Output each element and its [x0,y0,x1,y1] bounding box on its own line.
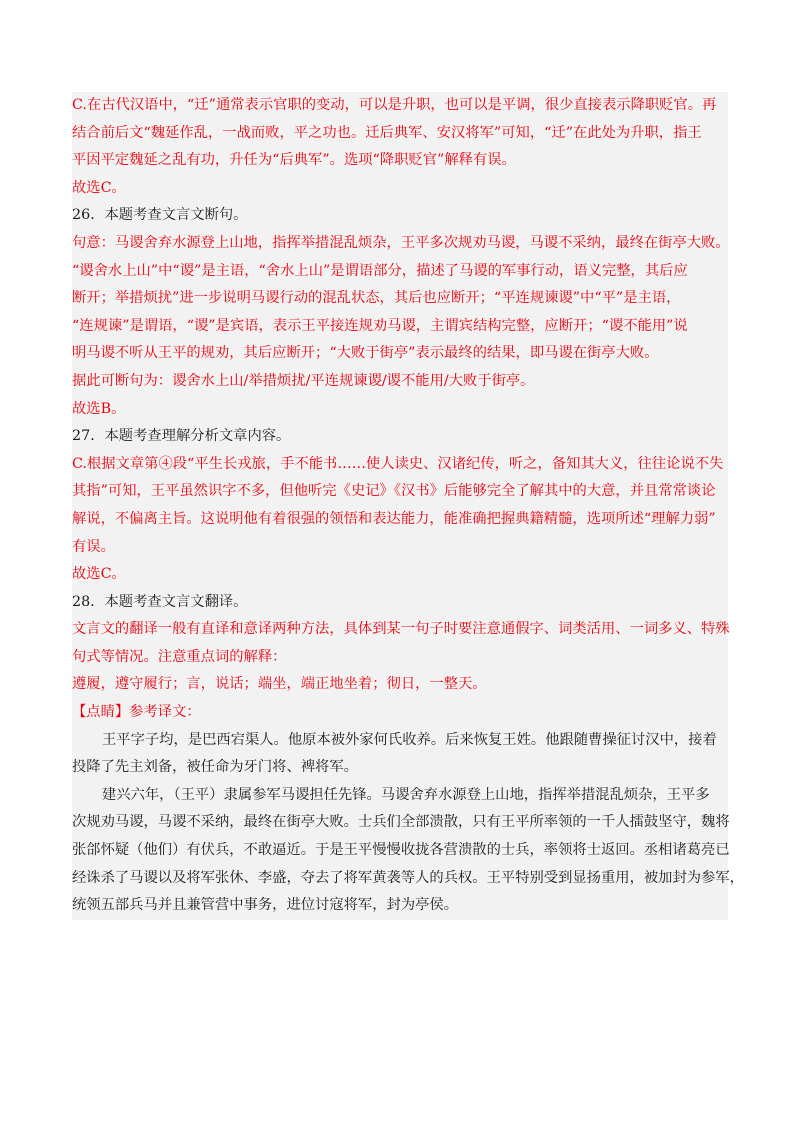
answer-choice: 故选B。 [72,400,126,417]
question-heading-26: 26．本题考查文言文断句。 [72,207,248,224]
question-heading-28: 28．本题考查文言文翻译。 [72,593,248,610]
translation-line: 张郃怀疑（他们）有伏兵，不敢逼近。于是王平慢慢收拢各营溃散的士兵，率领将士返回。丞相诸葛亮已 [72,842,730,859]
document-page [72,92,744,920]
answer-line: C.根据文章第④段“平生长戎旅，手不能书……使人读史、汉诸纪传，听之，备知其大义，往往论说不失 [72,455,724,472]
answer-line: “谡舍水上山”中“谡”是主语，“舍水上山”是谓语部分，描述了马谡的军事行动，语义完整，其后应 [72,262,688,279]
answer-line: 遵履，遵守履行；言，说话；端坐，端正地坐着；彻日，一整天。 [72,676,487,693]
translation-line: 投降了先主刘备，被任命为牙门将、裨将军。 [72,759,358,776]
answer-line: 其指”可知，王平虽然识字不多，但他听完《史记》《汉书》后能够完全了解其中的大意，并且常常谈论 [72,483,716,500]
answer-line: 平因平定魏延之乱有功，升任为“后典军”。选项“降职贬官”解释有误。 [72,152,516,169]
translation-line: 经诛杀了马谡以及将军张休、李盛，夺去了将军黄袭等人的兵权。王平特别受到显扬重用，被加封为参军， [72,869,744,886]
translation-line: 统领五部兵马并且兼管营中事务，进位讨寇将军，封为亭侯。 [72,897,459,914]
answer-explanation-block [72,92,744,920]
question-heading-27: 27．本题考查理解分析文章内容。 [72,428,291,445]
translation-line: 次规劝马谡，马谡不采纳，最终在街亭大败。士兵们全部溃散，只有王平所率领的一千人擂鼓坚守，魏将 [72,814,730,831]
translation-line: 建兴六年，（王平）隶属参军马谡担任先锋。马谡舍弃水源登上山地，指挥举措混乱烦杂，王平多 [102,786,710,803]
answer-line: C.在古代汉语中，“迁”通常表示官职的变动，可以是升职，也可以是平调，很少直接表示降职贬官。再 [72,97,717,113]
answer-line: “连规谏”是谓语，“谡”是宾语，表示王平接连规劝马谡，主谓宾结构完整，应断开；“谡不能用”说 [72,317,688,334]
answer-line: 句意：马谡舍弃水源登上山地，指挥举措混乱烦杂，王平多次规劝马谡，马谡不采纳，最终在街亭大败。 [72,234,730,251]
answer-choice: 故选C。 [72,179,126,196]
tip-label: 【点睛】参考译文： [72,704,201,721]
answer-line: 解说，不偏离主旨。这说明他有着很强的领悟和表达能力，能准确把握典籍精髓，选项所述“理解力弱” [72,510,716,527]
translation-line: 王平字子均，是巴西宕渠人。他原本被外家何氏收养。后来恢复王姓。他跟随曹操征讨汉中，接着 [102,731,717,748]
answer-line: 结合前后文“魏延作乱，一战而败，平之功也。迁后典军、安汉将军”可知，“迁”在此处为升职，指王 [72,124,702,141]
answer-line: 明马谡不听从王平的规劝，其后应断开；“大败于街亭”表示最终的结果，即马谡在街亭大败。 [72,345,659,362]
answer-choice: 故选C。 [72,566,126,583]
answer-line: 断开；举措烦扰”进一步说明马谡行动的混乱状态，其后也应断开；“平连规谏谡”中“平”是主语， [72,290,681,307]
answer-line: 句式等情况。注意重点词的解释： [72,648,287,665]
answer-line: 据此可断句为：谡舍水上山/举措烦扰/平连规谏谡/谡不能用/大败于街亭。 [72,372,535,389]
answer-line: 文言文的翻译一般有直译和意译两种方法，具体到某一句子时要注意通假字、词类活用、一词多义、特殊 [72,621,730,638]
answer-line: 有误。 [72,538,115,555]
